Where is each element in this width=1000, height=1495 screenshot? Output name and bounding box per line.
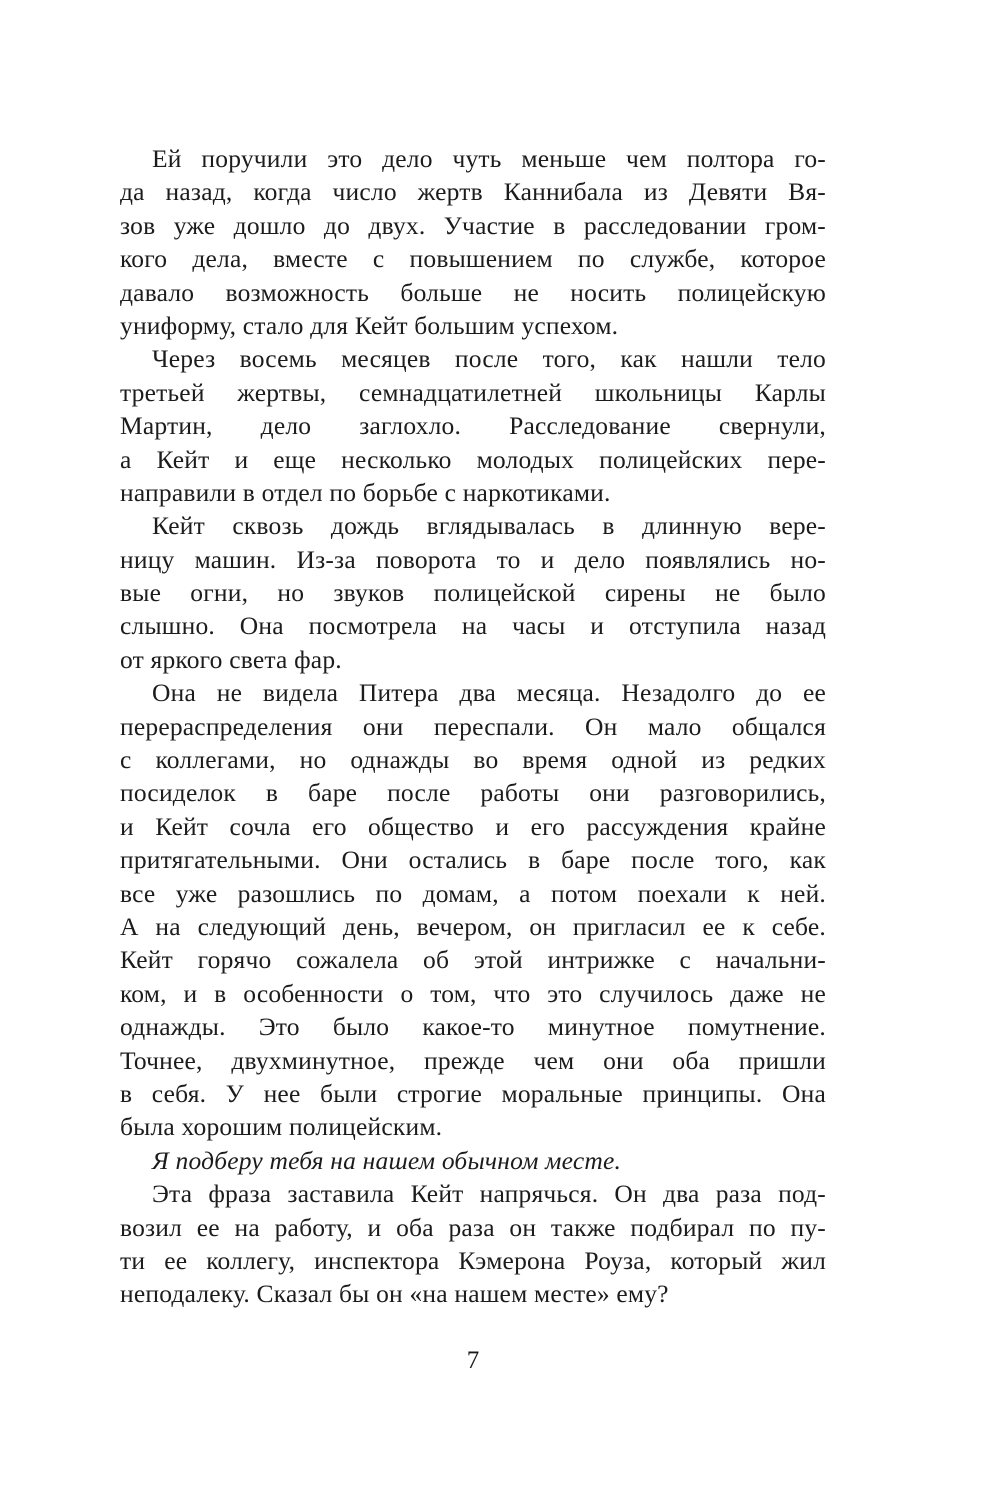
text-line: зов уже дошло до двух. Участие в расследовании гром-: [120, 210, 826, 240]
text-line: неподалеку. Сказал бы он «на нашем месте» ему?: [120, 1279, 669, 1309]
text-line: и Кейт сочла его общество и его рассуждения крайне: [120, 811, 826, 841]
page-text: [120, 142, 826, 1311]
text-line: Мартин, дело заглохло. Расследование свернули,: [120, 411, 826, 441]
text-line: Через восемь месяцев после того, как нашли тело: [152, 344, 826, 374]
text-line: Ей поручили это дело чуть меньше чем полтора го-: [152, 144, 826, 173]
text-line: все уже разошлись по домам, а потом поехали к ней.: [120, 878, 826, 908]
text-line: направили в отдел по борьбе с наркотиками.: [120, 477, 611, 507]
text-line: однажды. Это было какое-то минутное помутнение.: [120, 1012, 826, 1042]
text-line: да назад, когда число жертв Каннибала из Девяти Вя-: [120, 177, 826, 207]
text-line: Она не видела Питера два месяца. Незадолго до ее: [152, 678, 826, 708]
text-line: ти ее коллегу, инспектора Кэмерона Роуза, который жил: [120, 1245, 826, 1275]
text-line: от яркого света фар.: [120, 644, 342, 674]
text-line: ком, и в особенности о том, что это случилось даже не: [120, 978, 826, 1008]
text-line: униформу, стало для Кейт большим успехом.: [120, 310, 619, 340]
text-line: кого дела, вместе с повышением по службе, которое: [120, 244, 826, 274]
text-line: а Кейт и еще несколько молодых полицейских пере-: [120, 444, 826, 474]
text-line: третьей жертвы, семнадцатилетней школьницы Карлы: [120, 377, 826, 407]
text-line: возил ее на работу, и оба раза он также подбирал по пу-: [120, 1212, 826, 1242]
text-line: посиделок в баре после работы они разговорились,: [120, 778, 826, 808]
text-line: Точнее, двухминутное, прежде чем они оба пришли: [120, 1045, 826, 1075]
text-line: с коллегами, но однажды во время одной из редких: [120, 745, 826, 775]
text-line: вые огни, но звуков полицейской сирены не было: [120, 578, 826, 608]
text-line: давало возможность больше не носить полицейскую: [120, 277, 826, 307]
text-line: слышно. Она посмотрела на часы и отступила назад: [120, 611, 826, 641]
text-line: Кейт горячо сожалела об этой интрижке с начальни-: [120, 945, 826, 975]
text-line: была хорошим полицейским.: [120, 1112, 443, 1142]
text-line: Я подберу тебя на нашем обычном месте.: [152, 1145, 622, 1175]
text-line: Эта фраза заставила Кейт напрячься. Он два раза под-: [152, 1179, 826, 1209]
text-line: А на следующий день, вечером, он пригласил ее к себе.: [120, 911, 826, 941]
text-line: в себя. У нее были строгие моральные принципы. Она: [120, 1078, 826, 1108]
text-line: перераспределения они переспали. Он мало общался: [120, 711, 826, 741]
page-number: 7: [466, 1347, 480, 1374]
text-line: Кейт сквозь дождь вглядывалась в длинную вере-: [152, 511, 826, 541]
text-line: притягательными. Они остались в баре после того, как: [120, 845, 826, 875]
text-line: ницу машин. Из-за поворота то и дело появлялись но-: [120, 544, 826, 574]
